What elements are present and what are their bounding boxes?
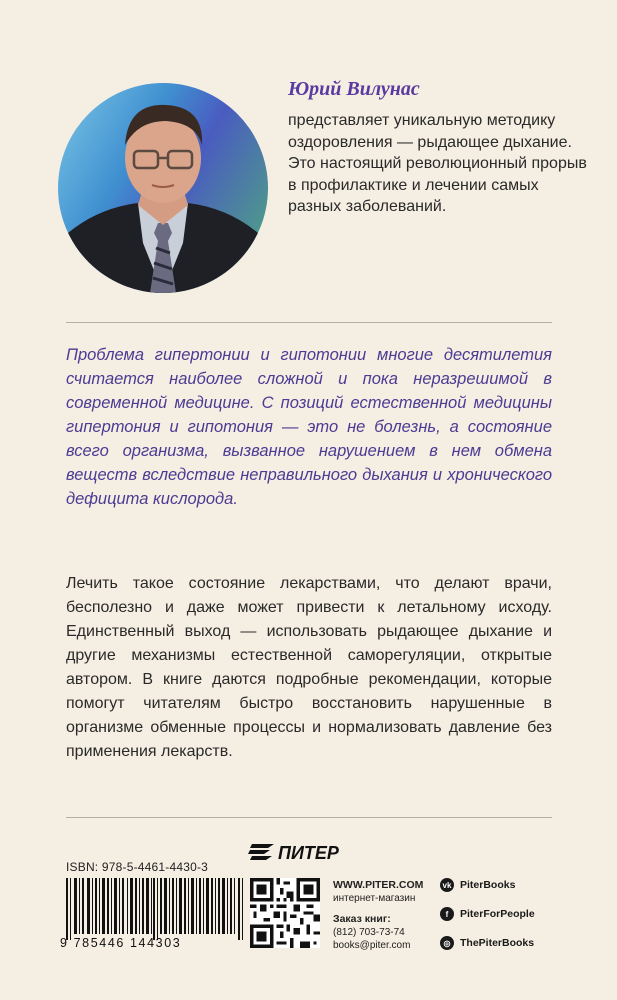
body-paragraph: Лечить такое состояние лекарствами, что делают врачи, бесполезно и даже может привести к летальному исходу. Единственный выход — использовать рыдающее дыхание и другие механизмы естественной саморегуляции, открытые автором. В книге даются подробные рекомендации, которые помогут читателям быстро восстановить нарушенные в организме обменные процессы и нормализовать давление без применения лекарств. xyxy=(66,575,552,760)
shop-caption: интернет-магазин xyxy=(333,893,416,904)
publisher-name: ПИТЕР xyxy=(278,843,339,863)
order-phone[interactable]: (812) 703-73-74 xyxy=(333,927,405,938)
shop-url[interactable]: WWW.PITER.COM xyxy=(333,879,424,891)
social-link-vk[interactable] xyxy=(440,878,515,892)
publisher-logo xyxy=(248,838,368,866)
social-label: ThePiterBooks xyxy=(460,937,535,949)
order-title: Заказ книг: xyxy=(333,913,391,925)
divider xyxy=(66,817,552,818)
social-link-facebook[interactable] xyxy=(440,907,535,921)
isbn-label: ISBN: 978-5-4461-4430-3 xyxy=(66,860,209,874)
barcode-digits: 9 785446 144303 xyxy=(60,936,182,950)
author-name: Юрий Вилунас xyxy=(288,78,420,100)
facebook-icon: f xyxy=(440,907,454,921)
social-label: PiterBooks xyxy=(460,879,516,891)
order-email[interactable]: books@piter.com xyxy=(333,940,411,951)
divider xyxy=(66,322,552,323)
lead-paragraph: Проблема гипертонии и гипотонии многие десятилетия считается наиболее сложной и пока неразрешимой в современной медицине. С позиций естественной медицины гипертония и гипотония — это не болезнь, а состояние всего организма, вызванное нарушением в нем обмена веществ вследствие неправильного дыхания и хронического дефицита кислорода. xyxy=(66,346,552,508)
social-label: PiterForPeople xyxy=(460,908,535,920)
author-portrait xyxy=(58,83,268,293)
author-description: представляет уникальную методику оздоровления — рыдающее дыхание. Это настоящий революционный прорыв в профилактике и лечении самых разных заболеваний. xyxy=(288,112,587,215)
qr-code[interactable] xyxy=(250,878,320,948)
instagram-icon: ◎ xyxy=(440,936,454,950)
barcode xyxy=(66,878,244,940)
vk-icon: vk xyxy=(440,878,454,892)
social-link-instagram[interactable] xyxy=(440,936,534,950)
